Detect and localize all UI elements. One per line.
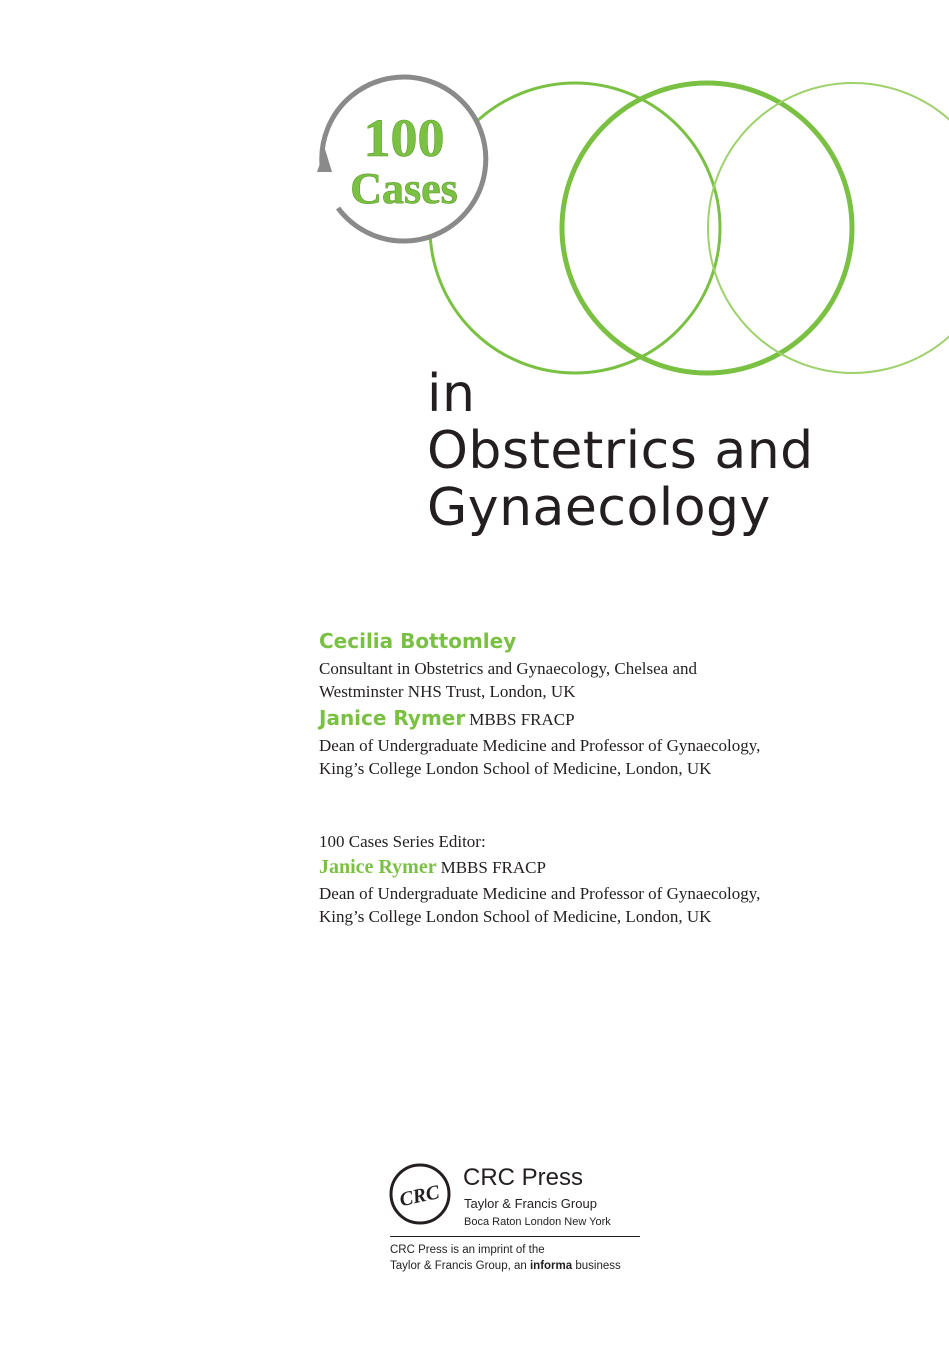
author-2-affiliation-line-2: King’s College London School of Medicine, London, UK <box>319 759 712 778</box>
series-editor-label: 100 Cases Series Editor: <box>319 832 486 851</box>
author-1 <box>319 628 697 703</box>
series-logo-graphic <box>0 0 949 400</box>
title-line-2: Obstetrics and <box>427 421 814 481</box>
publisher-imprint <box>390 1242 621 1274</box>
imprint-suffix: business <box>575 1260 621 1272</box>
series-editor-name: Janice Rymer <box>319 856 437 878</box>
author-1-affiliation-line-2: Westminster NHS Trust, London, UK <box>319 682 576 701</box>
crc-logo-text: CRC <box>397 1181 442 1212</box>
author-1-affiliation-line-1: Consultant in Obstetrics and Gynaecology, Chelsea and <box>319 659 698 678</box>
imprint-prefix: Taylor & Francis Group, an <box>390 1260 527 1272</box>
series-editor <box>319 830 760 928</box>
title-line-3: Gynaecology <box>427 478 771 538</box>
badge-number: 100 <box>363 108 445 168</box>
publisher-block <box>388 1162 640 1282</box>
series-editor-affiliation-line-2: King’s College London School of Medicine, London, UK <box>319 907 712 926</box>
publisher-name: CRC Press <box>463 1164 584 1191</box>
publisher-group: Taylor & Francis Group <box>464 1196 597 1211</box>
crc-logo-icon <box>388 1162 452 1226</box>
green-ring-3 <box>708 83 949 373</box>
imprint-informa: informa <box>529 1260 573 1272</box>
publisher-divider <box>390 1236 640 1237</box>
author-2 <box>319 705 760 780</box>
author-2-affiliation-line-1: Dean of Undergraduate Medicine and Professor of Gynaecology, <box>319 736 761 755</box>
publisher-cities: Boca Raton London New York <box>464 1216 611 1228</box>
author-1-name: Cecilia Bottomley <box>319 629 517 653</box>
series-editor-affiliation-line-1: Dean of Undergraduate Medicine and Professor of Gynaecology, <box>319 884 761 903</box>
badge-word: Cases <box>350 164 458 213</box>
author-2-name: Janice Rymer <box>319 706 466 730</box>
imprint-line-1: CRC Press is an imprint of the <box>390 1244 545 1256</box>
imprint-line-2 <box>390 1258 621 1274</box>
series-editor-credentials: MBBS FRACP <box>440 858 546 877</box>
author-2-credentials: MBBS FRACP <box>469 710 575 729</box>
title-line-1: in <box>427 364 476 424</box>
book-title <box>427 366 814 537</box>
